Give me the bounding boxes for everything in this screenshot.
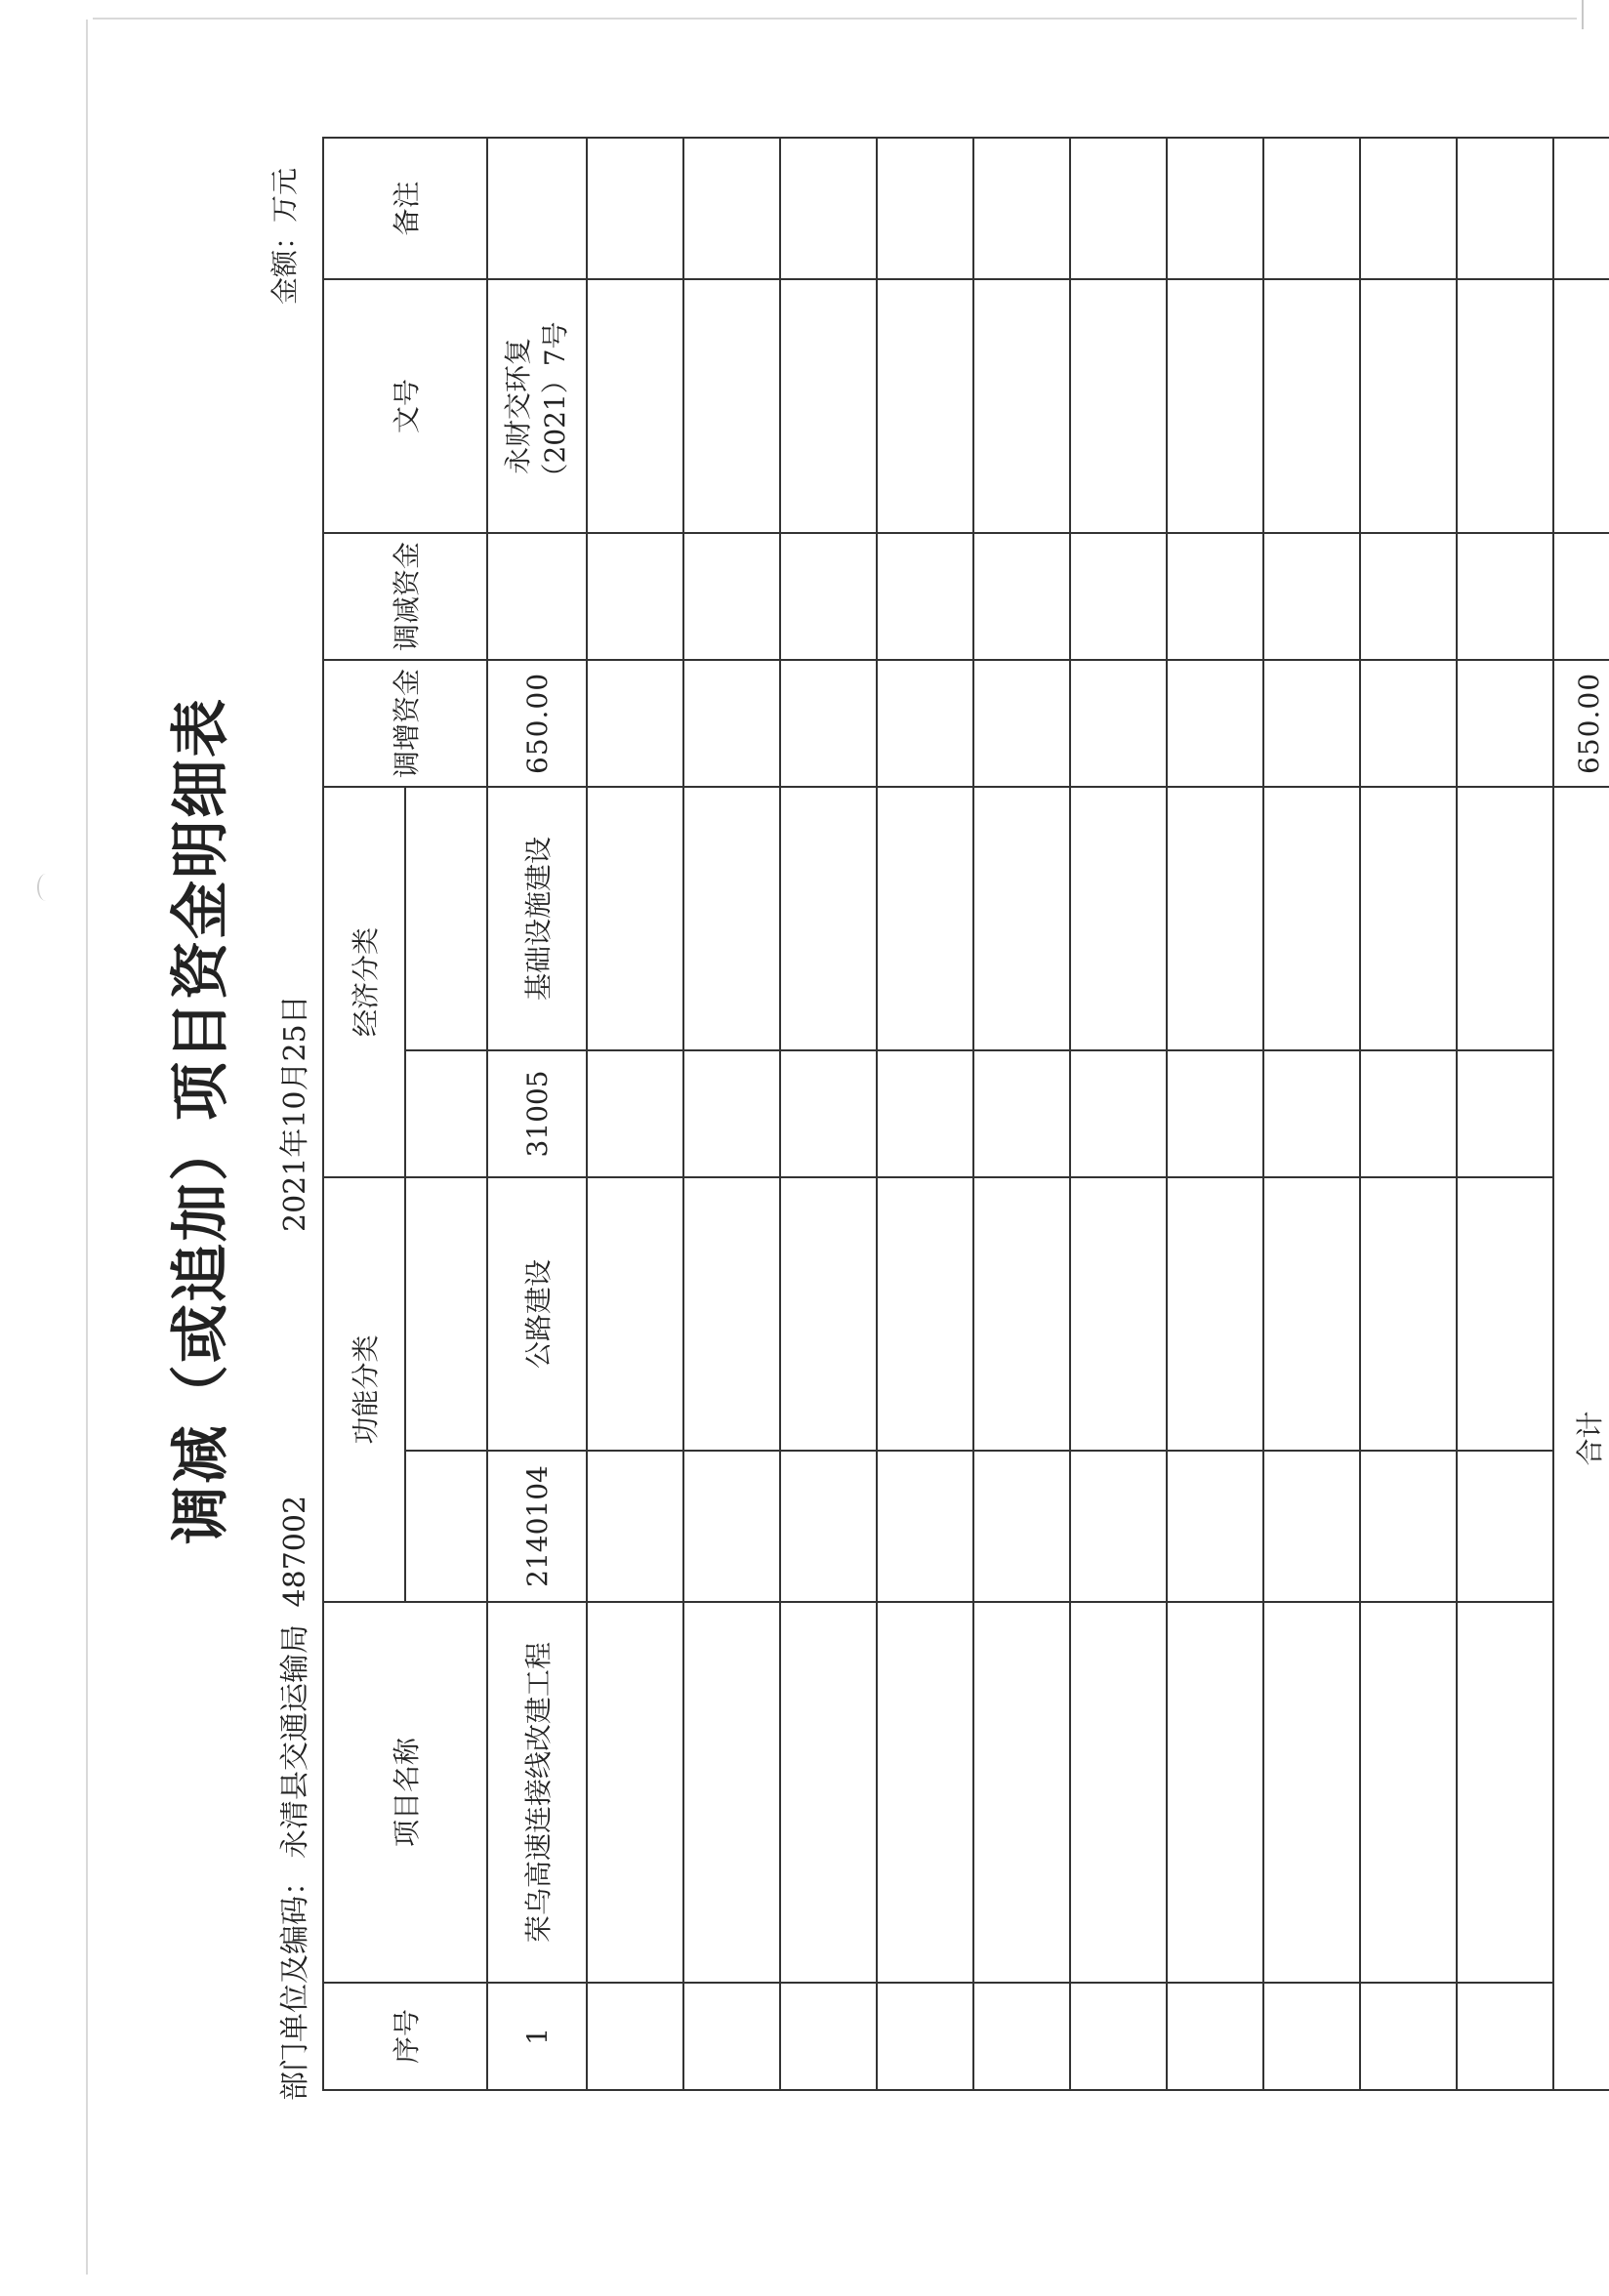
department-name: 永清县交通运输局: [278, 1624, 312, 1859]
empty-cell: [877, 787, 973, 1050]
header-function-class: 功能分类: [323, 1177, 405, 1602]
empty-cell: [1167, 1050, 1263, 1177]
empty-cell: [587, 1602, 683, 1983]
table-row: [877, 138, 973, 2090]
empty-cell: [587, 138, 683, 279]
empty-cell: [1457, 787, 1553, 1050]
department-label: 部门单位及编码：: [278, 1866, 312, 2101]
empty-cell: [877, 279, 973, 533]
funds-detail-table: [322, 137, 1609, 2091]
empty-cell: [877, 660, 973, 787]
empty-cell: [1263, 279, 1360, 533]
total-row: [1553, 138, 1609, 2090]
doc-no-line: 永财交环复: [502, 337, 534, 474]
empty-cell: [1263, 1451, 1360, 1602]
table-row: [780, 138, 877, 2090]
empty-cell: [973, 660, 1070, 787]
empty-cell: [877, 1050, 973, 1177]
empty-cell: [683, 279, 780, 533]
cell-function-code: 2140104: [487, 1451, 587, 1602]
empty-cell: [780, 1983, 877, 2090]
cell-decrease: [487, 533, 587, 660]
empty-cell: [1263, 787, 1360, 1050]
empty-cell: [1360, 1177, 1457, 1451]
empty-cell: [683, 138, 780, 279]
empty-cell: [1070, 533, 1167, 660]
empty-cell: [973, 1602, 1070, 1983]
empty-cell: [1070, 1177, 1167, 1451]
empty-cell: [1070, 1602, 1167, 1983]
empty-cell: [1457, 533, 1553, 660]
empty-cell: [1167, 787, 1263, 1050]
cell-function-name: 公路建设: [487, 1177, 587, 1451]
empty-cell: [683, 1050, 780, 1177]
page-title: 调减（或追加）项目资金明细表: [167, 697, 235, 1544]
amount-unit: 金额：万元: [268, 167, 301, 305]
header-increase: 调增资金: [323, 660, 487, 787]
empty-cell: [1263, 1602, 1360, 1983]
empty-cell: [1263, 533, 1360, 660]
empty-cell: [780, 1050, 877, 1177]
empty-cell: [1167, 660, 1263, 787]
empty-cell: [683, 533, 780, 660]
empty-cell: [1167, 533, 1263, 660]
empty-cell: [780, 138, 877, 279]
empty-cell: [587, 1983, 683, 2090]
empty-cell: [683, 1177, 780, 1451]
cell-remark: [487, 138, 587, 279]
empty-cell: [1457, 1451, 1553, 1602]
cell-economic-name: 基础设施建设: [487, 787, 587, 1050]
table-row: [487, 138, 587, 2090]
total-doc-no: [1553, 279, 1609, 533]
empty-cell: [1457, 1050, 1553, 1177]
empty-cell: [1457, 138, 1553, 279]
empty-cell: [877, 533, 973, 660]
empty-cell: [973, 1050, 1070, 1177]
table-row: [587, 138, 683, 2090]
header-seq: 序号: [323, 1983, 487, 2090]
cell-economic-code: 31005: [487, 1050, 587, 1177]
empty-cell: [1167, 1177, 1263, 1451]
doc-no-line: （2021）7号: [539, 321, 571, 491]
empty-cell: [683, 787, 780, 1050]
empty-cell: [1360, 533, 1457, 660]
empty-cell: [1263, 1050, 1360, 1177]
empty-cell: [683, 1451, 780, 1602]
total-decrease: [1553, 533, 1609, 660]
empty-cell: [1360, 1451, 1457, 1602]
empty-cell: [1457, 1177, 1553, 1451]
header-economic-class: 经济分类: [323, 787, 405, 1177]
empty-cell: [683, 1602, 780, 1983]
empty-cell: [973, 1177, 1070, 1451]
empty-cell: [1167, 1451, 1263, 1602]
empty-cell: [973, 279, 1070, 533]
empty-cell: [973, 138, 1070, 279]
empty-cell: [973, 533, 1070, 660]
table-row: [1070, 138, 1167, 2090]
table-row: [1167, 138, 1263, 2090]
empty-cell: [1070, 787, 1167, 1050]
empty-cell: [973, 787, 1070, 1050]
empty-cell: [877, 1602, 973, 1983]
department-code: 487002: [278, 1495, 312, 1608]
header-remark: 备注: [323, 138, 487, 279]
cell-increase: 650.00: [487, 660, 587, 787]
empty-cell: [683, 660, 780, 787]
empty-cell: [587, 787, 683, 1050]
cell-seq: 1: [487, 1983, 587, 2090]
total-increase: 650.00: [1553, 660, 1609, 787]
empty-cell: [877, 1451, 973, 1602]
empty-cell: [1167, 1983, 1263, 2090]
total-remark: [1553, 138, 1609, 279]
empty-cell: [683, 1983, 780, 2090]
empty-cell: [877, 138, 973, 279]
cell-doc-no: [487, 279, 587, 533]
empty-cell: [587, 660, 683, 787]
empty-cell: [587, 533, 683, 660]
empty-cell: [1360, 138, 1457, 279]
total-label: 合计: [1553, 787, 1609, 2090]
header-cell: [405, 787, 487, 1050]
header-project-name: 项目名称: [323, 1602, 487, 1983]
header-cell: [405, 1177, 487, 1451]
empty-cell: [1070, 1050, 1167, 1177]
empty-cell: [587, 1451, 683, 1602]
report-date: 2021年10月25日: [278, 995, 312, 1232]
empty-cell: [1167, 1602, 1263, 1983]
empty-cell: [1360, 787, 1457, 1050]
empty-cell: [1070, 1451, 1167, 1602]
header-row: [323, 138, 405, 2090]
empty-cell: [1167, 138, 1263, 279]
table-row: [683, 138, 780, 2090]
empty-cell: [780, 660, 877, 787]
empty-cell: [780, 279, 877, 533]
empty-cell: [1360, 1983, 1457, 2090]
empty-cell: [780, 1451, 877, 1602]
empty-cell: [877, 1177, 973, 1451]
empty-cell: [1457, 279, 1553, 533]
table-row: [1263, 138, 1360, 2090]
empty-cell: [1263, 660, 1360, 787]
header-decrease: 调减资金: [323, 533, 487, 660]
empty-cell: [587, 1177, 683, 1451]
empty-cell: [1167, 279, 1263, 533]
empty-cell: [973, 1983, 1070, 2090]
empty-cell: [1360, 1050, 1457, 1177]
department-line: [270, 1488, 313, 2101]
empty-cell: [1457, 1983, 1553, 2090]
cell-project-name: 荣乌高速连接线改建工程: [487, 1602, 587, 1983]
empty-cell: [1457, 1602, 1553, 1983]
empty-cell: [1360, 660, 1457, 787]
header-doc-no: 文号: [323, 279, 487, 533]
table-row: [973, 138, 1070, 2090]
table-row: [1457, 138, 1553, 2090]
empty-rows: [587, 138, 1553, 2090]
empty-cell: [587, 1050, 683, 1177]
empty-cell: [973, 1451, 1070, 1602]
empty-cell: [587, 279, 683, 533]
header-cell: [405, 1451, 487, 1602]
empty-cell: [1263, 1983, 1360, 2090]
table-row: [1360, 138, 1457, 2090]
empty-cell: [1457, 660, 1553, 787]
empty-cell: [780, 1177, 877, 1451]
empty-cell: [1070, 138, 1167, 279]
empty-cell: [1070, 1983, 1167, 2090]
empty-cell: [780, 1602, 877, 1983]
empty-cell: [1360, 1602, 1457, 1983]
empty-cell: [1360, 279, 1457, 533]
empty-cell: [1070, 660, 1167, 787]
header-cell: [405, 1050, 487, 1177]
empty-cell: [780, 533, 877, 660]
empty-cell: [1263, 138, 1360, 279]
empty-cell: [877, 1983, 973, 2090]
empty-cell: [1263, 1177, 1360, 1451]
empty-cell: [780, 787, 877, 1050]
empty-cell: [1070, 279, 1167, 533]
